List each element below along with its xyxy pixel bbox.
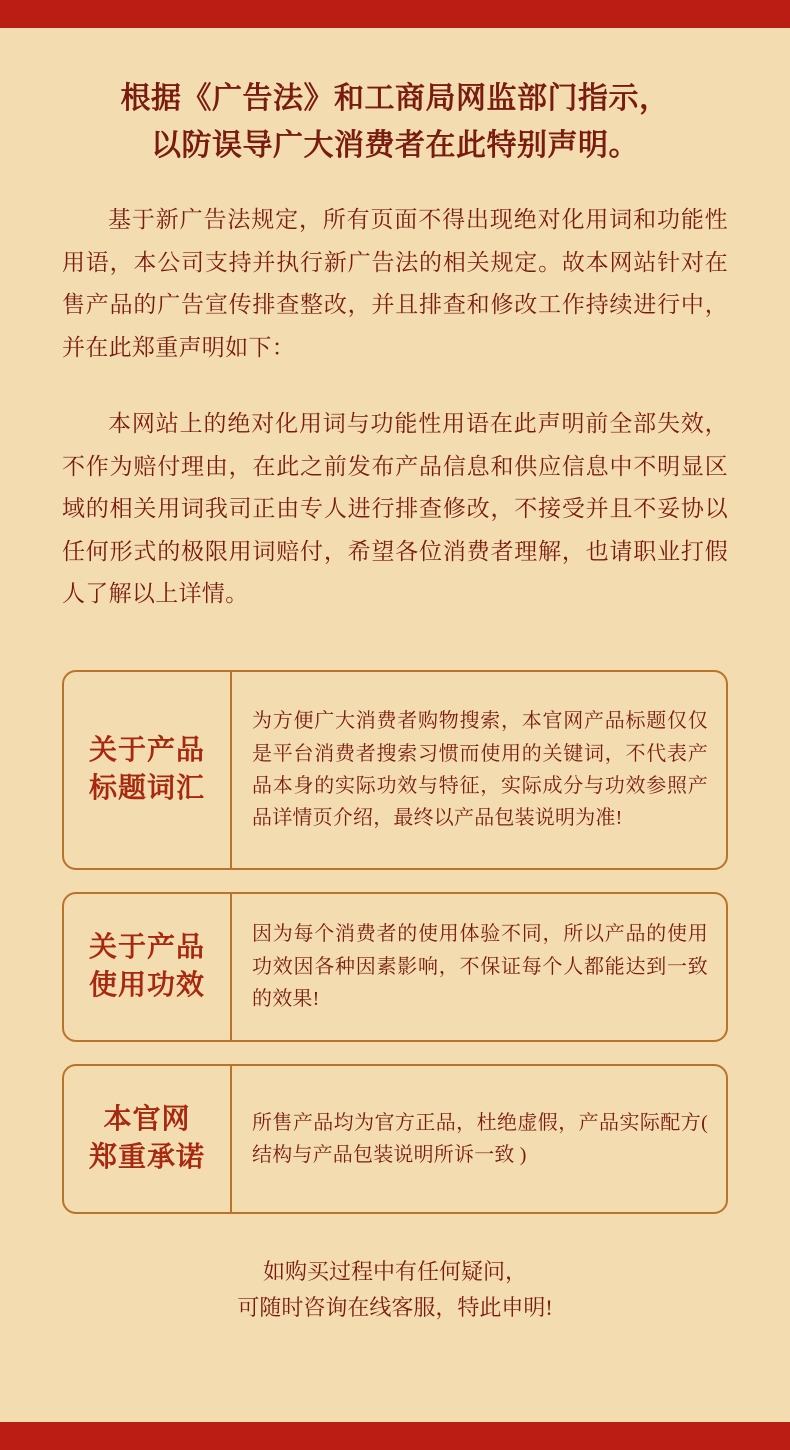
footer-line-2: 可随时咨询在线客服，特此申明!: [237, 1295, 553, 1321]
card-text: 因为每个消费者的使用体验不同，所以产品的使用功效因各种因素影响，不保证每个人都能达到一致的效果!: [252, 923, 708, 1011]
card-body: [232, 894, 726, 1040]
statement-card-list: [62, 670, 728, 1214]
card-label-line-1: 关于产品: [88, 735, 205, 767]
page-title-line-1: 根据《广告法》和工商局网监部门指示，: [120, 82, 670, 115]
card-label: [64, 1066, 232, 1212]
statement-paragraph-2: 本网站上的绝对化用词与功能性用语在此声明前全部失效，不作为赔付理由，在此之前发布产品信息和供应信息中不明显区域的相关用词我司正由专人进行排查修改，不接受并且不妥协以任何形式的极限用词赔付，希望各位消费者理解，也请职业打假人了解以上详情。: [62, 411, 728, 607]
card-label: [64, 894, 232, 1040]
card-text: 为方便广大消费者购物搜索，本官网产品标题仅仅是平台消费者搜索习惯而使用的关键词，不代表产品本身的实际功效与特征，实际成分与功效参照产品详情页介绍，最终以产品包装说明为准!: [252, 710, 708, 830]
card-body: [232, 1066, 726, 1212]
content-panel: [0, 28, 790, 1422]
card-official-promise: [62, 1064, 728, 1214]
card-product-efficacy: [62, 892, 728, 1042]
card-label-line-1: 关于产品: [88, 932, 205, 964]
card-product-title-terms: [62, 670, 728, 870]
bottom-accent-bar: [0, 1422, 790, 1450]
card-label-line-2: 郑重承诺: [88, 1141, 205, 1173]
page-title-line-2: 以防误导广大消费者在此特别声明。: [151, 128, 639, 162]
card-text: 所售产品均为官方正品，杜绝虚假，产品实际配方( 结构与产品包装说明所诉一致 ): [252, 1111, 708, 1166]
footer-note: [62, 1254, 728, 1327]
footer-line-1: 如购买过程中有任何疑问，: [262, 1258, 527, 1284]
statement-paragraph-1: 基于新广告法规定，所有页面不得出现绝对化用词和功能性用语，本公司支持并执行新广告法的相关规定。故本网站针对在售产品的广告宣传排查整改，并且排查和修改工作持续进行中，并在此郑重声明如下：: [62, 207, 728, 360]
card-label-line-2: 标题词汇: [88, 772, 205, 804]
top-accent-bar: [0, 0, 790, 28]
card-label-line-1: 本官网: [103, 1104, 191, 1136]
page-title: [62, 76, 728, 169]
card-body: [232, 672, 726, 868]
card-label: [64, 672, 232, 868]
card-label-line-2: 使用功效: [88, 969, 205, 1001]
